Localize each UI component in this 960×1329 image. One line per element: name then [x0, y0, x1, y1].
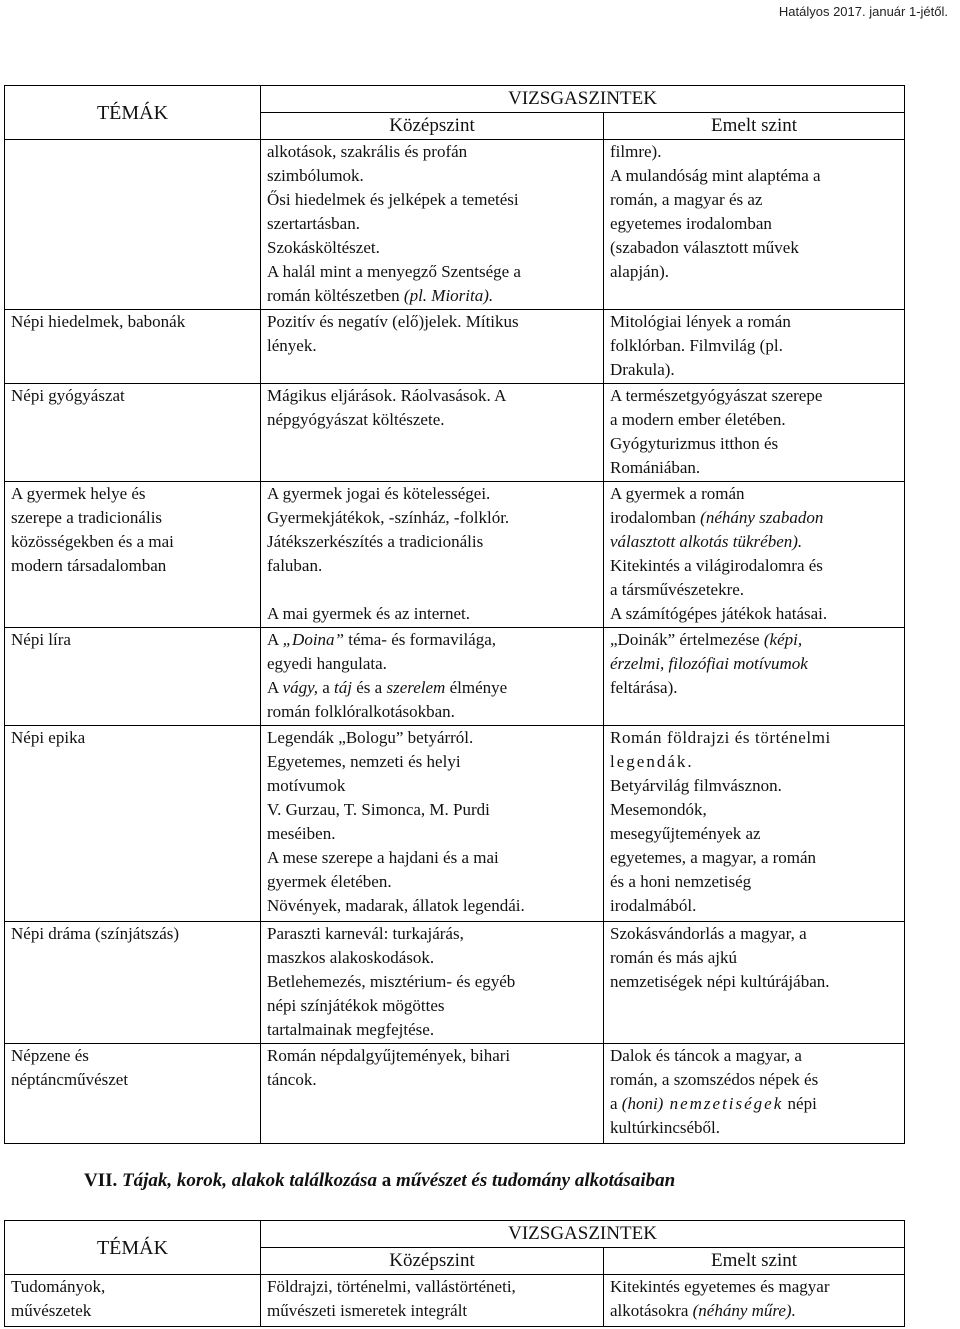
- topic-cell: [5, 1275, 261, 1327]
- italic-fragment: (néhány műre).: [692, 1301, 796, 1320]
- topic-cell: [5, 922, 261, 1044]
- italic-fragment: szerelem: [386, 678, 446, 697]
- text-line: népgyógyászat költészete.: [267, 410, 445, 429]
- topic-label: Népi hiedelmek, babonák: [11, 312, 186, 331]
- topic-label: közösségekben és a mai: [11, 532, 174, 551]
- adv-cell: [604, 140, 905, 310]
- validity-header: Hatályos 2017. január 1-jétől.: [778, 4, 948, 19]
- text-line: lények.: [267, 336, 317, 355]
- text-line: egyedi hangulata.: [267, 654, 387, 673]
- text-line: maszkos alakoskodások.: [267, 948, 435, 967]
- topic-cell: [5, 384, 261, 482]
- section-heading: [84, 1170, 675, 1192]
- text-line: művészeti ismeretek integrált: [267, 1301, 468, 1320]
- section-title-part: Tájak, korok, alakok találkozása: [122, 1170, 382, 1191]
- text-fragment: a: [318, 678, 335, 697]
- table-header-row: [5, 1221, 905, 1248]
- text-line: alkotások, szakrális és profán: [267, 142, 468, 161]
- text-line: népi színjátékok mögöttes: [267, 996, 445, 1015]
- table-row: [5, 726, 905, 922]
- topics-header: TÉMÁK: [5, 1221, 261, 1275]
- text-line: A természetgyógyászat szerepe: [610, 386, 823, 405]
- exam-topics-table: [4, 85, 905, 1144]
- text-line: V. Gurzau, T. Simonca, M. Purdi: [267, 800, 490, 819]
- adv-cell: [604, 384, 905, 482]
- text-fragment: népi: [783, 1094, 817, 1113]
- topic-cell: [5, 482, 261, 628]
- text-line: a társművészetekre.: [610, 580, 745, 599]
- text-line: A gyermek a román: [610, 484, 745, 503]
- text-fragment: és a: [352, 678, 387, 697]
- text-line: választott alkotás tükrében).: [610, 532, 803, 551]
- text-fragment: élménye: [445, 678, 508, 697]
- text-line: Szokásvándorlás a magyar, a: [610, 924, 807, 943]
- adv-cell: [604, 628, 905, 726]
- table-row: [5, 310, 905, 384]
- adv-cell: [604, 726, 905, 922]
- topic-label: A gyermek helye és: [11, 484, 146, 503]
- text-line: (szabadon választott művek: [610, 238, 799, 257]
- mid-cell: [261, 628, 604, 726]
- text-line: román és más ajkú: [610, 948, 737, 967]
- text-line: A számítógépes játékok hatásai.: [610, 604, 828, 623]
- mid-cell: [261, 140, 604, 310]
- table-row: [5, 140, 905, 310]
- text-line: [267, 676, 597, 700]
- text-line: és a honi nemzetiség: [610, 872, 752, 891]
- text-line: kultúrkincséből.: [610, 1118, 721, 1137]
- text-line: Gyógyturizmus itthon és: [610, 434, 779, 453]
- text-fragment: „Doinák” értelmezése: [610, 630, 764, 649]
- text-line: Mitológiai lények a román: [610, 312, 791, 331]
- text-line: faluban.: [267, 556, 323, 575]
- text-line: Dalok és táncok a magyar, a: [610, 1046, 802, 1065]
- topic-label: Népi líra: [11, 630, 71, 649]
- topic-cell: [5, 726, 261, 922]
- table-row: [5, 922, 905, 1044]
- text-line: Mágikus eljárások. Ráolvasások. A: [267, 386, 507, 405]
- mid-cell: [261, 482, 604, 628]
- text-fragment: téma- és formavilága,: [344, 630, 497, 649]
- section-title-part: művészet és tudomány alkotásaiban: [391, 1170, 676, 1191]
- exam-levels-header: VIZSGASZINTEK: [261, 1221, 905, 1248]
- section-number: VII.: [84, 1170, 118, 1191]
- text-line: A halál mint a menyegző Szentsége a: [267, 262, 521, 281]
- text-line: érzelmi, filozófiai motívumok: [610, 654, 808, 673]
- italic-fragment: (pl. Miorita).: [403, 286, 494, 305]
- text-line: Szokásköltészet.: [267, 238, 380, 257]
- text-line: román, a magyar és az: [610, 190, 763, 209]
- text-line: filmre).: [610, 142, 662, 161]
- table-row: [5, 384, 905, 482]
- text-line: Pozitív és negatív (elő)jelek. Mítikus: [267, 312, 519, 331]
- text-line: A gyermek jogai és kötelességei.: [267, 484, 491, 503]
- text-line: Kitekintés a világirodalomra és: [610, 556, 823, 575]
- text-line: Betyárvilág filmvásznon.: [610, 776, 782, 795]
- adv-cell: [604, 1275, 905, 1327]
- mid-cell: [261, 726, 604, 922]
- italic-fragment: vágy,: [282, 678, 318, 697]
- topic-cell: [5, 628, 261, 726]
- text-line: szimbólumok.: [267, 166, 364, 185]
- text-line: [610, 1299, 898, 1323]
- italic-fragment: (néhány szabadon: [700, 508, 824, 527]
- text-fragment: A: [267, 630, 283, 649]
- italic-fragment: (képi,: [763, 630, 803, 649]
- blank-line: [267, 578, 597, 602]
- topic-cell: [5, 310, 261, 384]
- text-line: román folklóralkotásokban.: [267, 702, 455, 721]
- text-line: a modern ember életében.: [610, 410, 786, 429]
- text-line: irodalmából.: [610, 896, 697, 915]
- topic-cell: [5, 1044, 261, 1144]
- text-line: Növények, madarak, állatok legendái.: [267, 896, 525, 915]
- text-line: Legendák „Bologu” betyárról.: [267, 728, 474, 747]
- adv-level-header: Emelt szint: [604, 1248, 905, 1275]
- text-line: meséiben.: [267, 824, 336, 843]
- text-line: A mai gyermek és az internet.: [267, 604, 470, 623]
- adv-cell: [604, 310, 905, 384]
- text-line: feltárása).: [610, 678, 678, 697]
- text-line: [267, 284, 597, 308]
- mid-cell: [261, 1044, 604, 1144]
- text-line: Gyermekjátékok, -színház, -folklór.: [267, 508, 510, 527]
- italic-fragment: (honi): [621, 1094, 664, 1113]
- mid-cell: [261, 310, 604, 384]
- italic-fragment: táj: [334, 678, 352, 697]
- text-line: Romániában.: [610, 458, 701, 477]
- mid-cell: [261, 1275, 604, 1327]
- table-row: [5, 482, 905, 628]
- adv-cell: [604, 482, 905, 628]
- text-line: szertartásban.: [267, 214, 360, 233]
- table-row: [5, 1275, 905, 1327]
- text-line: [267, 628, 597, 652]
- mid-level-header: Középszint: [261, 113, 604, 140]
- section-title-part: a: [381, 1170, 392, 1191]
- text-line: gyermek életében.: [267, 872, 392, 891]
- topic-label: Népi dráma (színjátszás): [11, 924, 180, 943]
- text-line: Földrajzi, történelmi, vallástörténeti,: [267, 1277, 516, 1296]
- text-line: Egyetemes, nemzeti és helyi: [267, 752, 461, 771]
- topic-label: modern társadalomban: [11, 556, 167, 575]
- table-row: [5, 1044, 905, 1144]
- text-line: egyetemes irodalomban: [610, 214, 772, 233]
- exam-levels-header: VIZSGASZINTEK: [261, 86, 905, 113]
- topic-label: szerepe a tradicionális: [11, 508, 163, 527]
- text-line: Kitekintés egyetemes és magyar: [610, 1277, 830, 1296]
- adv-cell: [604, 1044, 905, 1144]
- adv-cell: [604, 922, 905, 1044]
- text-line: Ősi hiedelmek és jelképek a temetési: [267, 190, 519, 209]
- text-fragment: irodalomban: [610, 508, 701, 527]
- text-line: motívumok: [267, 776, 346, 795]
- topic-label: Tudományok,: [11, 1277, 106, 1296]
- text-line: nemzetiségek népi kultúrájában.: [610, 972, 830, 991]
- text-line: folklórban. Filmvilág (pl.: [610, 336, 783, 355]
- text-line: Román földrajzi és történelmi: [610, 728, 831, 747]
- italic-fragment: „Doina”: [282, 630, 345, 649]
- mid-level-header: Középszint: [261, 1248, 604, 1275]
- text-fragment: román költészetben: [267, 286, 404, 305]
- topic-label: művészetek: [11, 1301, 92, 1320]
- text-line: Betlehemezés, misztérium- és egyéb: [267, 972, 516, 991]
- text-line: A mulandóság mint alaptéma a: [610, 166, 821, 185]
- text-fragment: alkotásokra: [610, 1301, 693, 1320]
- text-line: román, a szomszédos népek és: [610, 1070, 819, 1089]
- exam-topics-table-2: [4, 1220, 905, 1327]
- table-row: [5, 628, 905, 726]
- text-line: Paraszti karnevál: turkajárás,: [267, 924, 464, 943]
- mid-cell: [261, 922, 604, 1044]
- topic-cell: [5, 140, 261, 310]
- text-line: egyetemes, a magyar, a román: [610, 848, 817, 867]
- topic-label: néptáncművészet: [11, 1070, 129, 1089]
- text-line: Román népdalgyűjtemények, bihari: [267, 1046, 511, 1065]
- topics-header: TÉMÁK: [5, 86, 261, 140]
- text-line: tartalmainak megfejtése.: [267, 1020, 435, 1039]
- text-line: [610, 1092, 898, 1116]
- text-line: Játékszerkészítés a tradicionális: [267, 532, 484, 551]
- topic-label: Népi epika: [11, 728, 86, 747]
- mid-cell: [261, 384, 604, 482]
- text-line: [610, 628, 898, 652]
- adv-level-header: Emelt szint: [604, 113, 905, 140]
- text-fragment: A: [267, 678, 283, 697]
- text-line: Mesemondók,: [610, 800, 707, 819]
- text-line: [610, 506, 898, 530]
- text-line: alapján).: [610, 262, 669, 281]
- table-header-row: [5, 86, 905, 113]
- text-line: Drakula).: [610, 360, 675, 379]
- topic-label: Népzene és: [11, 1046, 89, 1065]
- text-fragment: a: [610, 1094, 622, 1113]
- topic-label: Népi gyógyászat: [11, 386, 125, 405]
- text-line: A mese szerepe a hajdani és a mai: [267, 848, 499, 867]
- text-line: legendák.: [610, 752, 694, 771]
- text-line: táncok.: [267, 1070, 317, 1089]
- text-line: mesegyűjtemények az: [610, 824, 761, 843]
- italic-fragment: nemzetiségek: [663, 1094, 784, 1113]
